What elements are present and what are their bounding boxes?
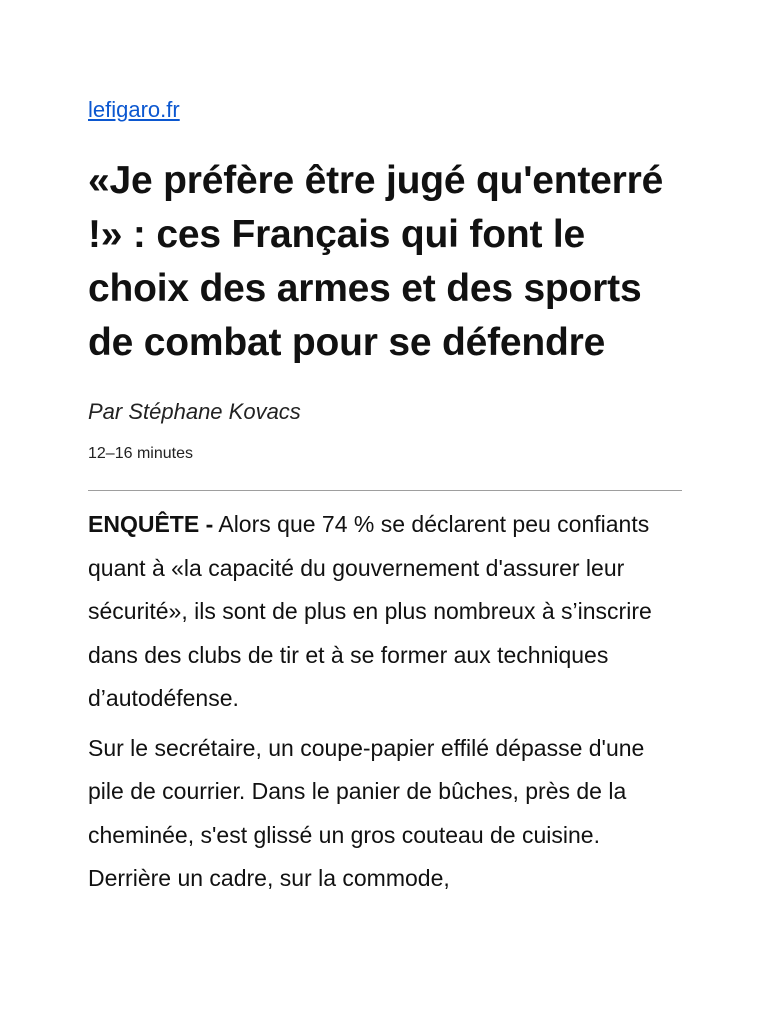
reading-time: 12–16 minutes [88,445,193,462]
lead-text: Alors que 74 % se déclarent peu confiants quant à «la capacité du gouvernement d'assurer leur sécurité», ils sont de plus en plus nombreux à s’inscrire dans des clubs de tir et à se former aux techniques d’autodéfense. [88,511,652,711]
article-title: «Je préfère être jugé qu'enterré !» : ces Français qui font le choix des armes et des sports de combat pour se défendre [88,159,664,364]
article-byline: Par Stéphane Kovacs [88,399,301,424]
article-lead [88,503,684,721]
article-paragraph: Sur le secrétaire, un coupe-papier effilé dépasse d'une pile de courrier. Dans le panier de bûches, près de la cheminée, s'est glissé un gros couteau de cuisine. Derrière un cadre, sur la commode, [88,734,645,891]
lead-label: ENQUÊTE - [88,511,214,537]
header-divider [88,490,682,491]
article-content [88,96,684,901]
source-link[interactable]: lefigaro.fr [88,97,180,122]
